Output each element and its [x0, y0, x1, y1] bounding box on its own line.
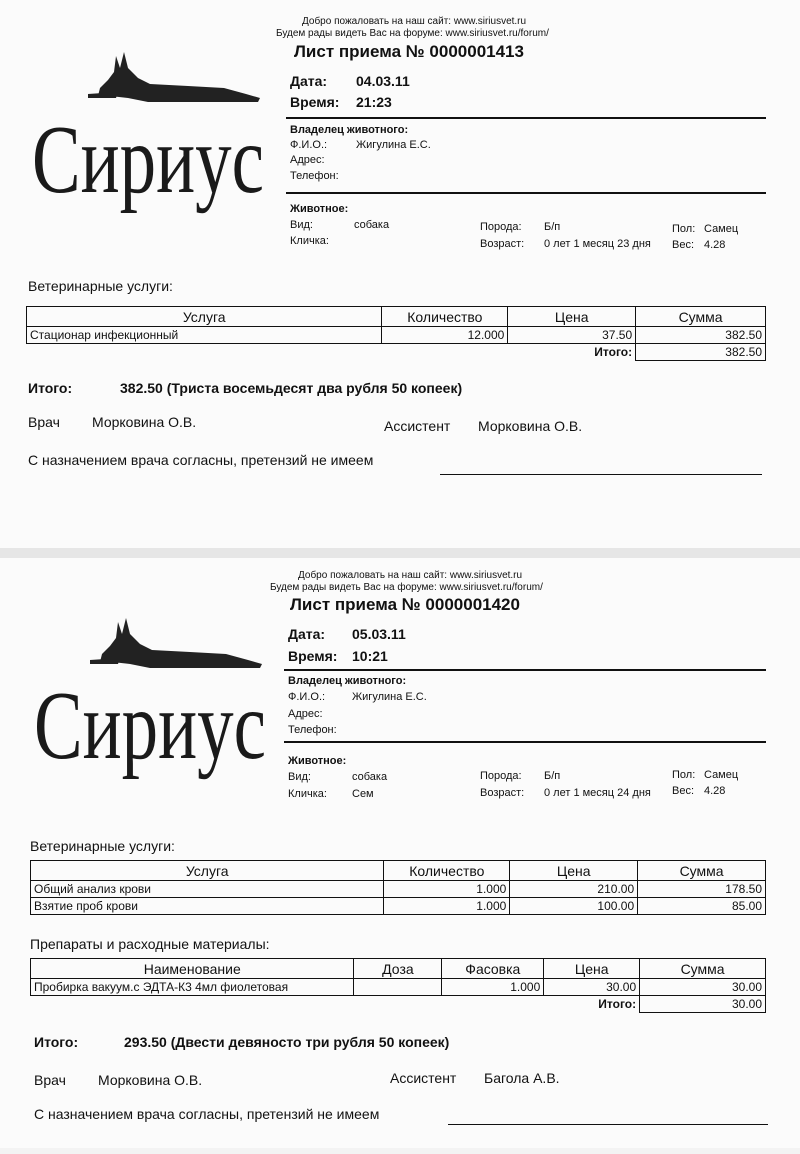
service-price: 37.50 — [508, 327, 636, 344]
material-dose — [354, 979, 442, 996]
material-sum: 30.00 — [640, 979, 766, 996]
sirius-logo — [30, 598, 270, 818]
total-label: Итого: — [34, 1034, 79, 1050]
sum-col-header: Сумма — [640, 959, 766, 979]
service-col-header: Услуга — [31, 861, 384, 881]
material-pack: 1.000 — [442, 979, 544, 996]
weight-label: Вес: — [672, 785, 695, 797]
total-value: 382.50 (Триста восемьдесят два рубля 50 копеек) — [120, 380, 463, 396]
table-row — [31, 979, 766, 996]
age-label: Возраст: — [480, 787, 525, 799]
sheet-title: Лист приема № 0000001420 — [290, 595, 520, 614]
subtotal-value: 30.00 — [640, 996, 766, 1013]
time-value: 10:21 — [352, 648, 388, 664]
agreement-text: С назначением врача согласны, претензий не имеем — [34, 1106, 380, 1122]
signature-line — [448, 1124, 768, 1125]
service-price: 100.00 — [510, 898, 638, 915]
table-header-row — [31, 959, 766, 979]
service-price: 210.00 — [510, 881, 638, 898]
service-col-header: Услуга — [27, 307, 382, 327]
total-label: Итого: — [28, 380, 73, 396]
phone-label: Телефон: — [288, 724, 337, 736]
species-value: собака — [352, 771, 388, 783]
nickname-label: Кличка: — [288, 788, 327, 800]
table-row — [31, 881, 766, 898]
doctor-name: Морковина О.В. — [98, 1072, 203, 1088]
services-table — [26, 306, 766, 361]
dog-logo-icon — [30, 598, 270, 818]
species-label: Вид: — [288, 771, 311, 783]
materials-heading: Препараты и расходные материалы: — [30, 936, 270, 952]
subtotal-row — [27, 344, 766, 361]
page-gap — [0, 548, 800, 558]
service-qty: 12.000 — [382, 327, 508, 344]
divider — [286, 192, 766, 194]
time-label: Время: — [290, 94, 340, 110]
age-label: Возраст: — [480, 238, 525, 250]
breed-value: Б/п — [544, 770, 561, 782]
signature-line — [440, 474, 762, 475]
weight-label: Вес: — [672, 239, 695, 251]
price-col-header: Цена — [508, 307, 636, 327]
svg-text:Сириус: Сириус — [32, 106, 264, 214]
assistant-label: Ассистент — [390, 1070, 457, 1086]
service-qty: 1.000 — [384, 881, 510, 898]
material-name: Пробирка вакуум.с ЭДТА-К3 4мл фиолетовая — [31, 979, 354, 996]
material-price: 30.00 — [544, 979, 640, 996]
services-heading: Ветеринарные услуги: — [30, 838, 175, 854]
assistant-name: Багола А.В. — [484, 1070, 560, 1086]
subtotal-label: Итого: — [598, 997, 637, 1012]
subtotal-value: 382.50 — [636, 344, 766, 361]
sex-label: Пол: — [672, 223, 696, 235]
doctor-label: Врач — [28, 414, 60, 430]
site-line-1: Добро пожаловать на наш сайт: www.siriusvet.ru — [302, 16, 527, 27]
fio-label: Ф.И.О.: — [288, 691, 326, 703]
owner-name: Жигулина Е.С. — [356, 139, 431, 151]
dose-col-header: Доза — [354, 959, 442, 979]
service-qty: 1.000 — [384, 898, 510, 915]
service-name: Общий анализ крови — [31, 881, 384, 898]
services-table — [30, 860, 766, 915]
date-value: 04.03.11 — [356, 73, 410, 89]
sex-value: Самец — [704, 769, 739, 781]
breed-value: Б/п — [544, 221, 561, 233]
qty-col-header: Количество — [384, 861, 510, 881]
sum-col-header: Сумма — [638, 861, 766, 881]
species-value: собака — [354, 219, 390, 231]
divider — [286, 117, 766, 119]
date-value: 05.03.11 — [352, 626, 406, 642]
service-name: Стационар инфекционный — [27, 327, 382, 344]
service-sum: 382.50 — [636, 327, 766, 344]
subtotal-row — [31, 996, 766, 1013]
owner-name: Жигулина Е.С. — [352, 691, 427, 703]
dog-logo-icon — [28, 32, 268, 252]
nickname-value: Сем — [352, 788, 374, 800]
subtotal-label: Итого: — [594, 345, 633, 360]
sex-label: Пол: — [672, 769, 696, 781]
materials-table — [30, 958, 766, 1013]
divider — [284, 741, 766, 743]
name-col-header: Наименование — [31, 959, 354, 979]
qty-col-header: Количество — [382, 307, 508, 327]
sum-col-header: Сумма — [636, 307, 766, 327]
species-label: Вид: — [290, 219, 313, 231]
owner-heading: Владелец животного: — [290, 124, 409, 136]
owner-heading: Владелец животного: — [288, 675, 407, 687]
price-col-header: Цена — [544, 959, 640, 979]
table-header-row — [27, 307, 766, 327]
service-sum: 85.00 — [638, 898, 766, 915]
phone-label: Телефон: — [290, 170, 339, 182]
doctor-name: Морковина О.В. — [92, 414, 197, 430]
sex-value: Самец — [704, 223, 739, 235]
date-label: Дата: — [288, 626, 326, 642]
table-header-row — [31, 861, 766, 881]
weight-value: 4.28 — [704, 785, 726, 797]
age-value: 0 лет 1 месяц 23 дня — [544, 238, 651, 250]
divider — [284, 669, 766, 671]
assistant-label: Ассистент — [384, 418, 451, 434]
date-label: Дата: — [290, 73, 328, 89]
site-line-1: Добро пожаловать на наш сайт: www.siriusvet.ru — [298, 570, 523, 581]
sirius-logo — [28, 32, 268, 252]
services-heading: Ветеринарные услуги: — [28, 278, 173, 294]
agreement-text: С назначением врача согласны, претензий не имеем — [28, 452, 374, 468]
address-label: Адрес: — [290, 154, 325, 166]
price-col-header: Цена — [510, 861, 638, 881]
animal-heading: Животное: — [290, 203, 349, 215]
site-line-2: Будем рады видеть Вас на форуме: www.siriusvet.ru/forum/ — [270, 582, 543, 593]
assistant-name: Морковина О.В. — [478, 418, 583, 434]
age-value: 0 лет 1 месяц 24 дня — [544, 787, 651, 799]
weight-value: 4.28 — [704, 239, 726, 251]
total-value: 293.50 (Двести девяносто три рубля 50 копеек) — [124, 1034, 450, 1050]
animal-heading: Животное: — [288, 755, 347, 767]
pack-col-header: Фасовка — [442, 959, 544, 979]
breed-label: Порода: — [480, 770, 522, 782]
table-row — [27, 327, 766, 344]
service-name: Взятие проб крови — [31, 898, 384, 915]
table-row — [31, 898, 766, 915]
service-sum: 178.50 — [638, 881, 766, 898]
fio-label: Ф.И.О.: — [290, 139, 328, 151]
receipt-sheet-2 — [0, 558, 800, 1148]
breed-label: Порода: — [480, 221, 522, 233]
address-label: Адрес: — [288, 708, 323, 720]
sheet-title: Лист приема № 0000001413 — [294, 42, 524, 61]
svg-text:Сириус: Сириус — [34, 672, 266, 780]
time-label: Время: — [288, 648, 338, 664]
receipt-sheet-1 — [0, 0, 800, 548]
site-line-2: Будем рады видеть Вас на форуме: www.siriusvet.ru/forum/ — [276, 28, 549, 39]
nickname-label: Кличка: — [290, 235, 329, 247]
time-value: 21:23 — [356, 94, 392, 110]
doctor-label: Врач — [34, 1072, 66, 1088]
